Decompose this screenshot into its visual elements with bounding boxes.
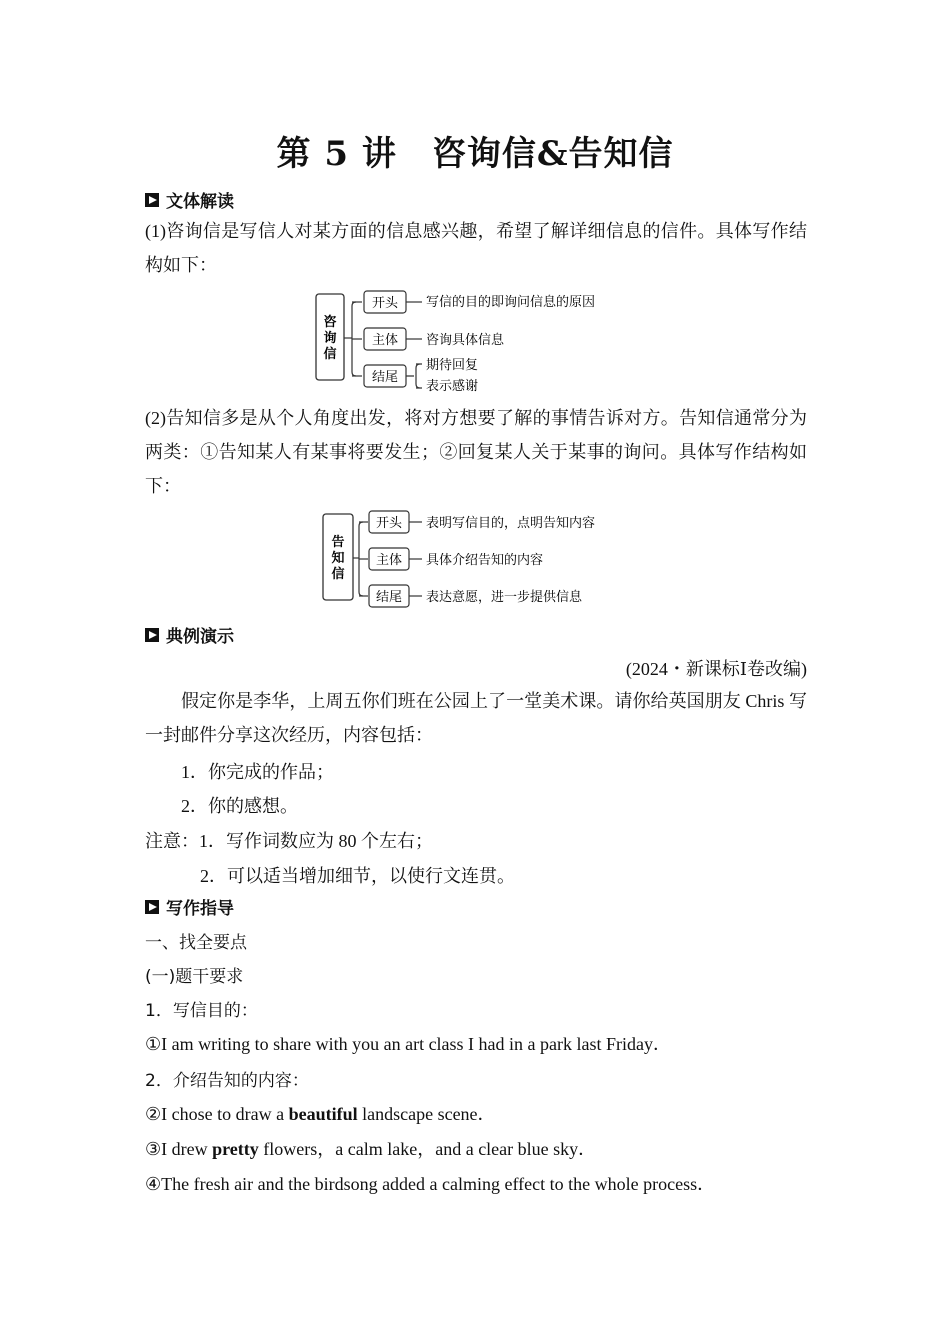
play-triangle-icon	[145, 193, 159, 207]
task-point: 1．你完成的作品；	[181, 762, 334, 782]
task-paragraph: 假定你是李华，上周五你们班在公园上了一堂美术课。请你给英国朋友 Chris 写一封邮件分享这次经历，内容包括：	[145, 691, 807, 745]
root-char: 信	[331, 567, 345, 582]
section-label: 写作指导	[166, 899, 234, 919]
source-note: (2024・新课标Ⅰ卷改编)	[625, 659, 807, 679]
branch-label: 开头	[371, 296, 399, 311]
root-char: 咨	[323, 315, 337, 330]
example-sentence	[145, 1135, 596, 1161]
guide-item-label: 2．介绍告知的内容：	[145, 1071, 309, 1091]
bold-keyword: beautiful	[288, 1104, 358, 1124]
intro-paragraph-2: (2)告知信多是从个人角度出发，将对方想要了解的事情告诉对方。告知信通常分为两类：①告知某人有某事将要发生；②回复某人关于某事的询问。具体写作结构如下：	[145, 408, 807, 496]
example-sentence: ①I am writing to share with you an art class I had in a park last Friday．	[145, 1034, 672, 1054]
branch-desc: 写信的目的即询问信息的原因	[426, 295, 596, 310]
guide-heading: 一、找全要点	[145, 933, 247, 953]
branch-label: 主体	[371, 333, 399, 348]
notification-structure-diagram	[318, 508, 648, 612]
root-char: 告	[331, 535, 345, 550]
sentence-part: flowers，a calm lake，and a clear blue sky．	[258, 1139, 597, 1159]
branch-label: 结尾	[375, 590, 403, 605]
note-line: 2．可以适当增加细节，以使行文连贯。	[200, 866, 515, 886]
page-title: 第 5 讲 咨询信&告知信	[276, 134, 674, 174]
branch-desc: 具体介绍告知的内容	[426, 553, 544, 568]
play-triangle-icon	[145, 628, 159, 642]
root-char: 信	[323, 347, 337, 362]
section-heading-example	[145, 622, 234, 647]
example-sentence: ④The fresh air and the birdsong added a calming effect to the whole process．	[145, 1174, 716, 1194]
branch-desc: 期待回复	[426, 358, 479, 373]
root-char: 询	[323, 331, 337, 346]
example-sentence	[145, 1100, 496, 1126]
guide-item-label: 1．写信目的：	[145, 1001, 258, 1021]
section-heading-guide	[145, 894, 234, 919]
branch-label: 主体	[375, 553, 403, 568]
intro-paragraph-1: (1)咨询信是写信人对某方面的信息感兴趣，希望了解详细信息的信件。具体写作结构如下：	[145, 221, 807, 275]
play-triangle-icon	[145, 900, 159, 914]
branch-desc: 表明写信目的，点明告知内容	[426, 516, 596, 531]
root-char: 知	[331, 551, 345, 566]
sentence-part: ③I drew	[145, 1139, 213, 1159]
sentence-part: landscape scene．	[357, 1104, 496, 1124]
branch-desc: 表达意愿，进一步提供信息	[426, 590, 583, 605]
section-label: 文体解读	[166, 192, 234, 212]
section-label: 典例演示	[166, 627, 234, 647]
branch-desc: 表示感谢	[426, 379, 479, 394]
note-line: 注意：1．写作词数应为 80 个左右；	[145, 831, 433, 851]
branch-label: 开头	[375, 516, 403, 531]
task-point: 2．你的感想。	[181, 796, 298, 816]
sentence-part: ②I chose to draw a	[145, 1104, 289, 1124]
inquiry-structure-diagram	[310, 288, 650, 396]
bold-keyword: pretty	[212, 1139, 259, 1159]
guide-subheading: (一)题干要求	[145, 967, 244, 987]
section-heading-genre	[145, 187, 234, 212]
branch-desc: 咨询具体信息	[426, 333, 505, 348]
branch-label: 结尾	[371, 370, 399, 385]
